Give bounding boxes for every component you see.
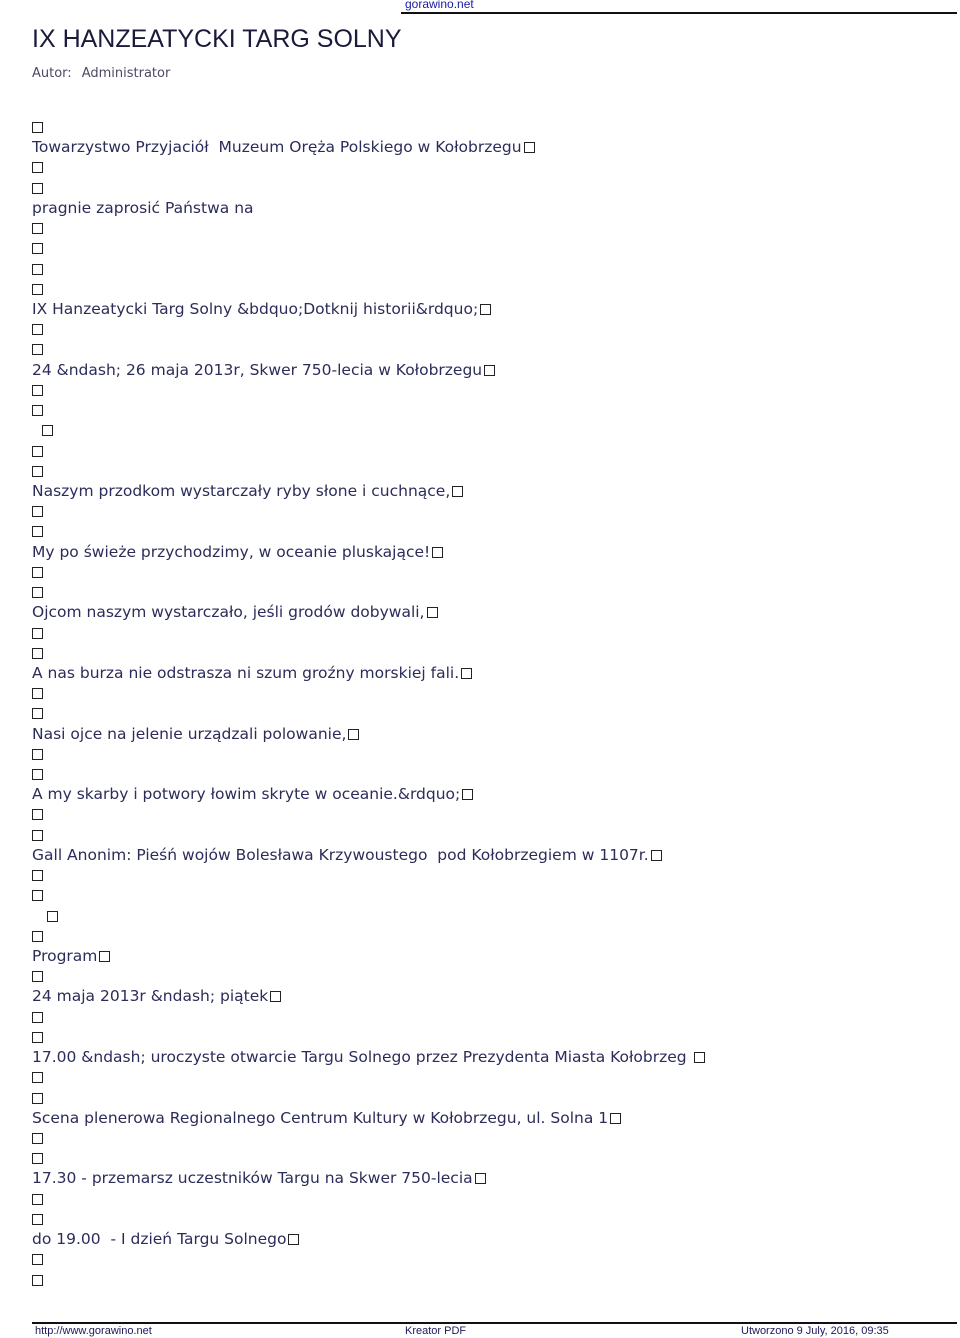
header-rule [401, 12, 957, 14]
body-line [32, 259, 43, 279]
missing-glyph-box-icon [32, 587, 43, 598]
body-line [32, 1148, 43, 1168]
body-line-text: IX Hanzeatycki Targ Solny &bdquo;Dotknij historii&rdquo; [32, 300, 479, 318]
body-line [32, 1108, 621, 1128]
missing-glyph-box-icon [32, 1275, 43, 1286]
body-line [32, 1027, 43, 1047]
missing-glyph-box-icon [694, 1052, 705, 1063]
body-line-text: Naszym przodkom wystarczały ryby słone i cuchnące, [32, 482, 451, 500]
missing-glyph-box-icon [32, 1012, 43, 1023]
body-line [32, 966, 43, 986]
body-line [32, 238, 43, 258]
body-line [32, 1168, 486, 1188]
footer-created-date: Utworzono 9 July, 2016, 09:35 [741, 1325, 889, 1337]
site-name-header[interactable]: gorawino.net [405, 0, 474, 11]
missing-glyph-box-icon [32, 122, 43, 133]
body-line-text: Nasi ojce na jelenie urządzali polowanie, [32, 725, 347, 743]
body-line-text [32, 421, 42, 439]
missing-glyph-box-icon [47, 911, 58, 922]
missing-glyph-box-icon [32, 890, 43, 901]
missing-glyph-box-icon [42, 425, 53, 436]
missing-glyph-box-icon [270, 991, 281, 1002]
missing-glyph-box-icon [32, 809, 43, 820]
body-line [32, 683, 43, 703]
missing-glyph-box-icon [475, 1173, 486, 1184]
body-line-text: Towarzystwo Przyjaciół Muzeum Oręża Polskiego w Kołobrzegu [32, 138, 522, 156]
missing-glyph-box-icon [32, 870, 43, 881]
missing-glyph-box-icon [461, 668, 472, 679]
missing-glyph-box-icon [32, 223, 43, 234]
missing-glyph-box-icon [32, 405, 43, 416]
body-line [32, 1047, 705, 1067]
body-line [32, 1270, 43, 1290]
author-name: Administrator [81, 66, 171, 81]
body-line-text: Scena plenerowa Regionalnego Centrum Kultury w Kołobrzegu, ul. Solna 1 [32, 1109, 609, 1127]
body-line [32, 1209, 43, 1229]
body-line-text: 17.30 - przemarsz uczestników Targu na Skwer 750-lecia [32, 1169, 473, 1187]
missing-glyph-box-icon [348, 729, 359, 740]
missing-glyph-box-icon [32, 385, 43, 396]
missing-glyph-box-icon [32, 466, 43, 477]
body-line [32, 1088, 43, 1108]
body-line [32, 663, 472, 683]
footer-url-link[interactable]: http://www.gorawino.net [35, 1325, 152, 1337]
missing-glyph-box-icon [32, 344, 43, 355]
body-line [32, 623, 43, 643]
body-line [32, 319, 43, 339]
page-title: IX HANZEATYCKI TARG SOLNY [32, 25, 402, 53]
body-line-text: Gall Anonim: Pieśń wojów Bolesława Krzywoustego pod Kołobrzegiem w 1107r. [32, 846, 649, 864]
body-line-text: do 19.00 - I dzień Targu Solnego [32, 1230, 287, 1248]
body-line-text: 17.00 &ndash; uroczyste otwarcie Targu Solnego przez Prezydenta Miasta Kołobrzeg [32, 1048, 692, 1066]
body-line [32, 481, 463, 501]
body-line [32, 501, 43, 521]
missing-glyph-box-icon [610, 1113, 621, 1124]
body-line [32, 1189, 43, 1209]
body-line-text [32, 907, 47, 925]
body-line [32, 582, 43, 602]
missing-glyph-box-icon [32, 162, 43, 173]
body-line [32, 744, 43, 764]
missing-glyph-box-icon [32, 506, 43, 517]
missing-glyph-box-icon [99, 951, 110, 962]
body-line [32, 441, 43, 461]
body-line [32, 1249, 43, 1269]
body-line [32, 279, 43, 299]
body-line-text: pragnie zaprosić Państwa na [32, 199, 254, 217]
missing-glyph-box-icon [32, 931, 43, 942]
missing-glyph-box-icon [32, 1093, 43, 1104]
missing-glyph-box-icon [32, 971, 43, 982]
missing-glyph-box-icon [32, 1032, 43, 1043]
missing-glyph-box-icon [32, 1153, 43, 1164]
missing-glyph-box-icon [32, 324, 43, 335]
body-line [32, 845, 662, 865]
body-line [32, 299, 491, 319]
author-label: Autor: [32, 66, 72, 81]
body-line [32, 1067, 43, 1087]
body-line [32, 946, 110, 966]
missing-glyph-box-icon [32, 446, 43, 457]
body-line [32, 218, 43, 238]
body-line [32, 198, 254, 218]
body-line [32, 400, 43, 420]
missing-glyph-box-icon [462, 789, 473, 800]
body-line [32, 1007, 43, 1027]
body-line-text: A nas burza nie odstrasza ni szum groźny morskiej fali. [32, 664, 460, 682]
body-line-text: My po świeże przychodzimy, w oceanie pluskające! [32, 543, 431, 561]
body-line-text: 24 &ndash; 26 maja 2013r, Skwer 750-lecia w Kołobrzegu [32, 361, 483, 379]
body-line-text: Program [32, 947, 98, 965]
body-line [32, 865, 43, 885]
missing-glyph-box-icon [32, 243, 43, 254]
body-line-text: 24 maja 2013r &ndash; piątek [32, 987, 269, 1005]
missing-glyph-box-icon [32, 749, 43, 760]
missing-glyph-box-icon [32, 1214, 43, 1225]
missing-glyph-box-icon [32, 1072, 43, 1083]
body-line [32, 784, 473, 804]
body-line [32, 157, 43, 177]
body-line [32, 380, 43, 400]
body-line [32, 137, 535, 157]
body-line [32, 1229, 299, 1249]
body-line [32, 461, 43, 481]
body-line-text: Ojcom naszym wystarczało, jeśli grodów dobywali, [32, 603, 425, 621]
body-line [32, 703, 43, 723]
body-line-text: A my skarby i potwory łowim skryte w oceanie.&rdquo; [32, 785, 461, 803]
missing-glyph-box-icon [32, 628, 43, 639]
body-line [32, 1128, 43, 1148]
body-line [32, 643, 43, 663]
missing-glyph-box-icon [32, 1194, 43, 1205]
missing-glyph-box-icon [32, 769, 43, 780]
body-line [32, 724, 359, 744]
missing-glyph-box-icon [32, 567, 43, 578]
missing-glyph-box-icon [432, 547, 443, 558]
body-line [32, 521, 43, 541]
footer-pdf-creator: Kreator PDF [405, 1325, 467, 1337]
missing-glyph-box-icon [32, 688, 43, 699]
body-line [32, 178, 43, 198]
body-line [32, 804, 43, 824]
missing-glyph-box-icon [427, 607, 438, 618]
missing-glyph-box-icon [651, 850, 662, 861]
missing-glyph-box-icon [32, 264, 43, 275]
missing-glyph-box-icon [32, 708, 43, 719]
body-line [32, 542, 443, 562]
body-line [32, 764, 43, 784]
missing-glyph-box-icon [484, 365, 495, 376]
missing-glyph-box-icon [32, 648, 43, 659]
missing-glyph-box-icon [32, 830, 43, 841]
missing-glyph-box-icon [32, 183, 43, 194]
body-line [32, 906, 58, 926]
author-line [32, 66, 170, 81]
missing-glyph-box-icon [32, 284, 43, 295]
footer-rule [32, 1322, 957, 1324]
body-line [32, 926, 43, 946]
body-line [32, 339, 43, 359]
body-line [32, 117, 43, 137]
missing-glyph-box-icon [32, 526, 43, 537]
body-line [32, 360, 495, 380]
body-line [32, 420, 53, 440]
missing-glyph-box-icon [480, 304, 491, 315]
body-line [32, 986, 281, 1006]
missing-glyph-box-icon [524, 142, 535, 153]
body-line [32, 825, 43, 845]
body-line [32, 602, 438, 622]
body-line [32, 562, 43, 582]
missing-glyph-box-icon [288, 1234, 299, 1245]
missing-glyph-box-icon [32, 1133, 43, 1144]
missing-glyph-box-icon [32, 1254, 43, 1265]
body-line [32, 885, 43, 905]
missing-glyph-box-icon [452, 486, 463, 497]
